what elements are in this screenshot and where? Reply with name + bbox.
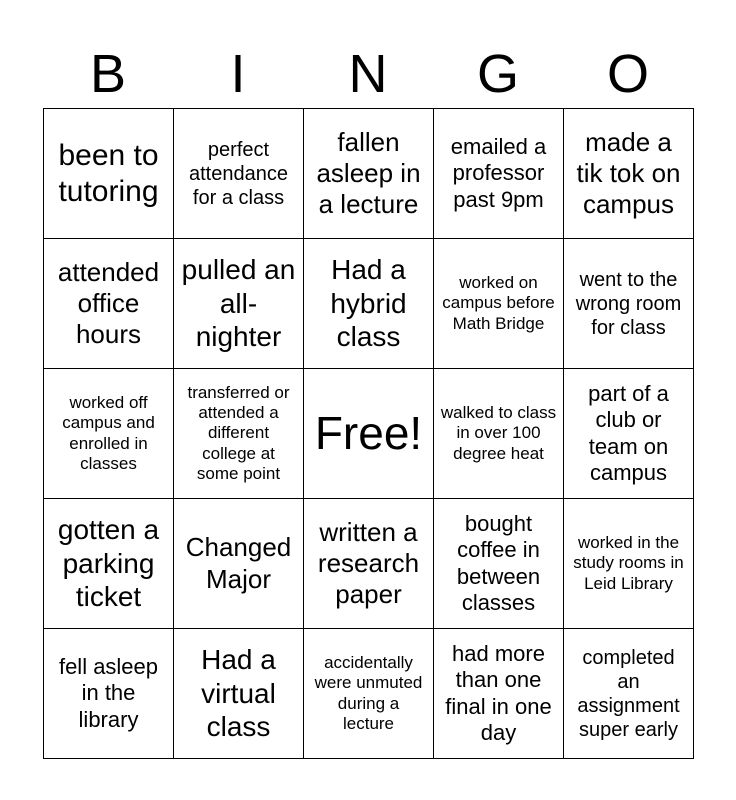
bingo-cell[interactable]: went to the wrong room for class [564, 239, 694, 369]
bingo-cell[interactable]: Had a virtual class [174, 629, 304, 759]
bingo-cell[interactable]: worked in the study rooms in Leid Library [564, 499, 694, 629]
bingo-cell[interactable]: fell asleep in the library [44, 629, 174, 759]
bingo-cell[interactable]: gotten a parking ticket [44, 499, 174, 629]
bingo-cell[interactable]: attended office hours [44, 239, 174, 369]
bingo-cell[interactable]: transferred or attended a different college at some point [174, 369, 304, 499]
header-letter-g: G [476, 44, 519, 104]
header-letter-i: I [230, 44, 246, 104]
bingo-cell[interactable]: accidentally were unmuted during a lecture [304, 629, 434, 759]
bingo-cell[interactable]: part of a club or team on campus [564, 369, 694, 499]
free-space-cell[interactable]: Free! [304, 369, 434, 499]
board-row [44, 369, 694, 499]
bingo-cell[interactable]: worked on campus before Math Bridge [434, 239, 564, 369]
bingo-cell[interactable]: bought coffee in between classes [434, 499, 564, 629]
board-row [44, 109, 694, 239]
bingo-cell[interactable]: fallen asleep in a lecture [304, 109, 434, 239]
header-letter-n: N [348, 44, 388, 104]
bingo-cell[interactable]: pulled an all-nighter [174, 239, 304, 369]
bingo-board [43, 108, 694, 759]
bingo-cell[interactable]: worked off campus and enrolled in classes [44, 369, 174, 499]
board-row [44, 499, 694, 629]
header-letter-b: B [89, 44, 127, 104]
bingo-cell[interactable]: perfect attendance for a class [174, 109, 304, 239]
bingo-cell[interactable]: emailed a professor past 9pm [434, 109, 564, 239]
bingo-cell[interactable]: walked to class in over 100 degree heat [434, 369, 564, 499]
bingo-cell[interactable]: Had a hybrid class [304, 239, 434, 369]
bingo-cell[interactable]: had more than one final in one day [434, 629, 564, 759]
board-row [44, 629, 694, 759]
bingo-cell[interactable]: written a research paper [304, 499, 434, 629]
bingo-cell[interactable]: made a tik tok on campus [564, 109, 694, 239]
bingo-cell[interactable]: completed an assignment super early [564, 629, 694, 759]
bingo-cell[interactable]: been to tutoring [44, 109, 174, 239]
header-letter-o: O [606, 44, 649, 104]
bingo-cell[interactable]: Changed Major [174, 499, 304, 629]
bingo-header [43, 40, 693, 108]
board-row [44, 239, 694, 369]
